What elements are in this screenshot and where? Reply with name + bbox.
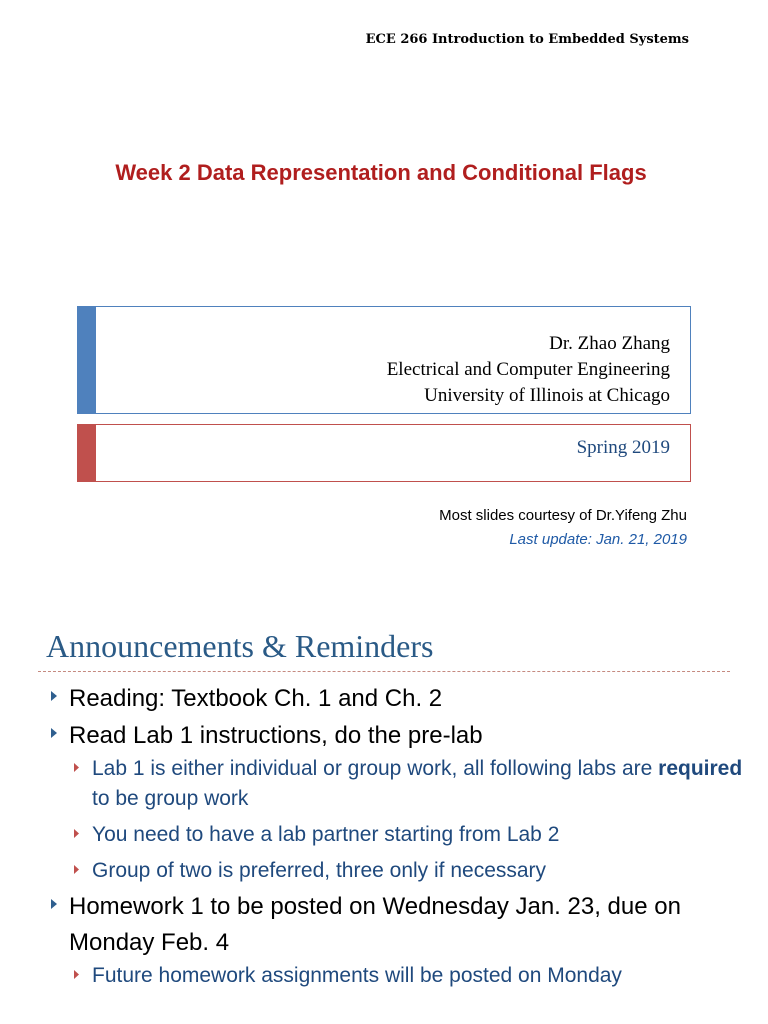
list-item <box>50 718 750 754</box>
slide-title: Week 2 Data Representation and Conditional Flags <box>115 160 647 185</box>
triangle-right-icon <box>73 828 80 839</box>
sub-list-item <box>73 856 750 886</box>
course-header: ECE 266 Introduction to Embedded Systems <box>365 32 689 47</box>
triangle-right-icon <box>50 690 58 702</box>
sub-item-emphasis: required <box>658 757 743 780</box>
author-university: University of Illinois at Chicago <box>424 385 670 406</box>
author-department: Electrical and Computer Engineering <box>386 359 670 380</box>
list-item-text: Read Lab 1 instructions, do the pre-lab <box>69 722 483 749</box>
sub-list-item <box>73 754 750 814</box>
courtesy-note: Most slides courtesy of Dr.Yifeng Zhu <box>439 507 687 524</box>
last-update: Last update: Jan. 21, 2019 <box>509 531 687 548</box>
list-item-text: Reading: Textbook Ch. 1 and Ch. 2 <box>69 685 443 712</box>
author-info <box>387 331 670 409</box>
list-item <box>50 889 750 961</box>
author-box <box>77 306 691 414</box>
sub-item-text: Group of two is preferred, three only if necessary <box>92 859 547 882</box>
announcements-title: Announcements & Reminders <box>46 628 434 664</box>
sub-item-text: Lab 1 is either individual or group work, all following labs are <box>92 757 659 780</box>
credits <box>439 504 687 552</box>
triangle-right-icon <box>73 864 80 875</box>
sub-item-text: You need to have a lab partner starting from Lab 2 <box>92 823 560 846</box>
term-box-accent-bar <box>78 425 96 481</box>
sub-item-text-end: to be group work <box>92 787 249 810</box>
list-item <box>50 681 750 717</box>
author-box-accent-bar <box>78 307 96 413</box>
triangle-right-icon <box>50 727 58 739</box>
term-label: Spring 2019 <box>576 437 670 458</box>
sub-list-item <box>73 961 750 991</box>
triangle-right-icon <box>73 762 80 773</box>
triangle-right-icon <box>73 969 80 980</box>
list-item-text: Homework 1 to be posted on Wednesday Jan. 23, due on Monday Feb. 4 <box>69 893 681 956</box>
announcement-list <box>50 681 750 991</box>
title-divider <box>38 671 730 672</box>
term-box <box>77 424 691 482</box>
sub-item-text: Future homework assignments will be posted on Monday <box>92 964 622 987</box>
triangle-right-icon <box>50 898 58 910</box>
author-name: Dr. Zhao Zhang <box>549 333 670 354</box>
sub-list-item <box>73 820 750 850</box>
